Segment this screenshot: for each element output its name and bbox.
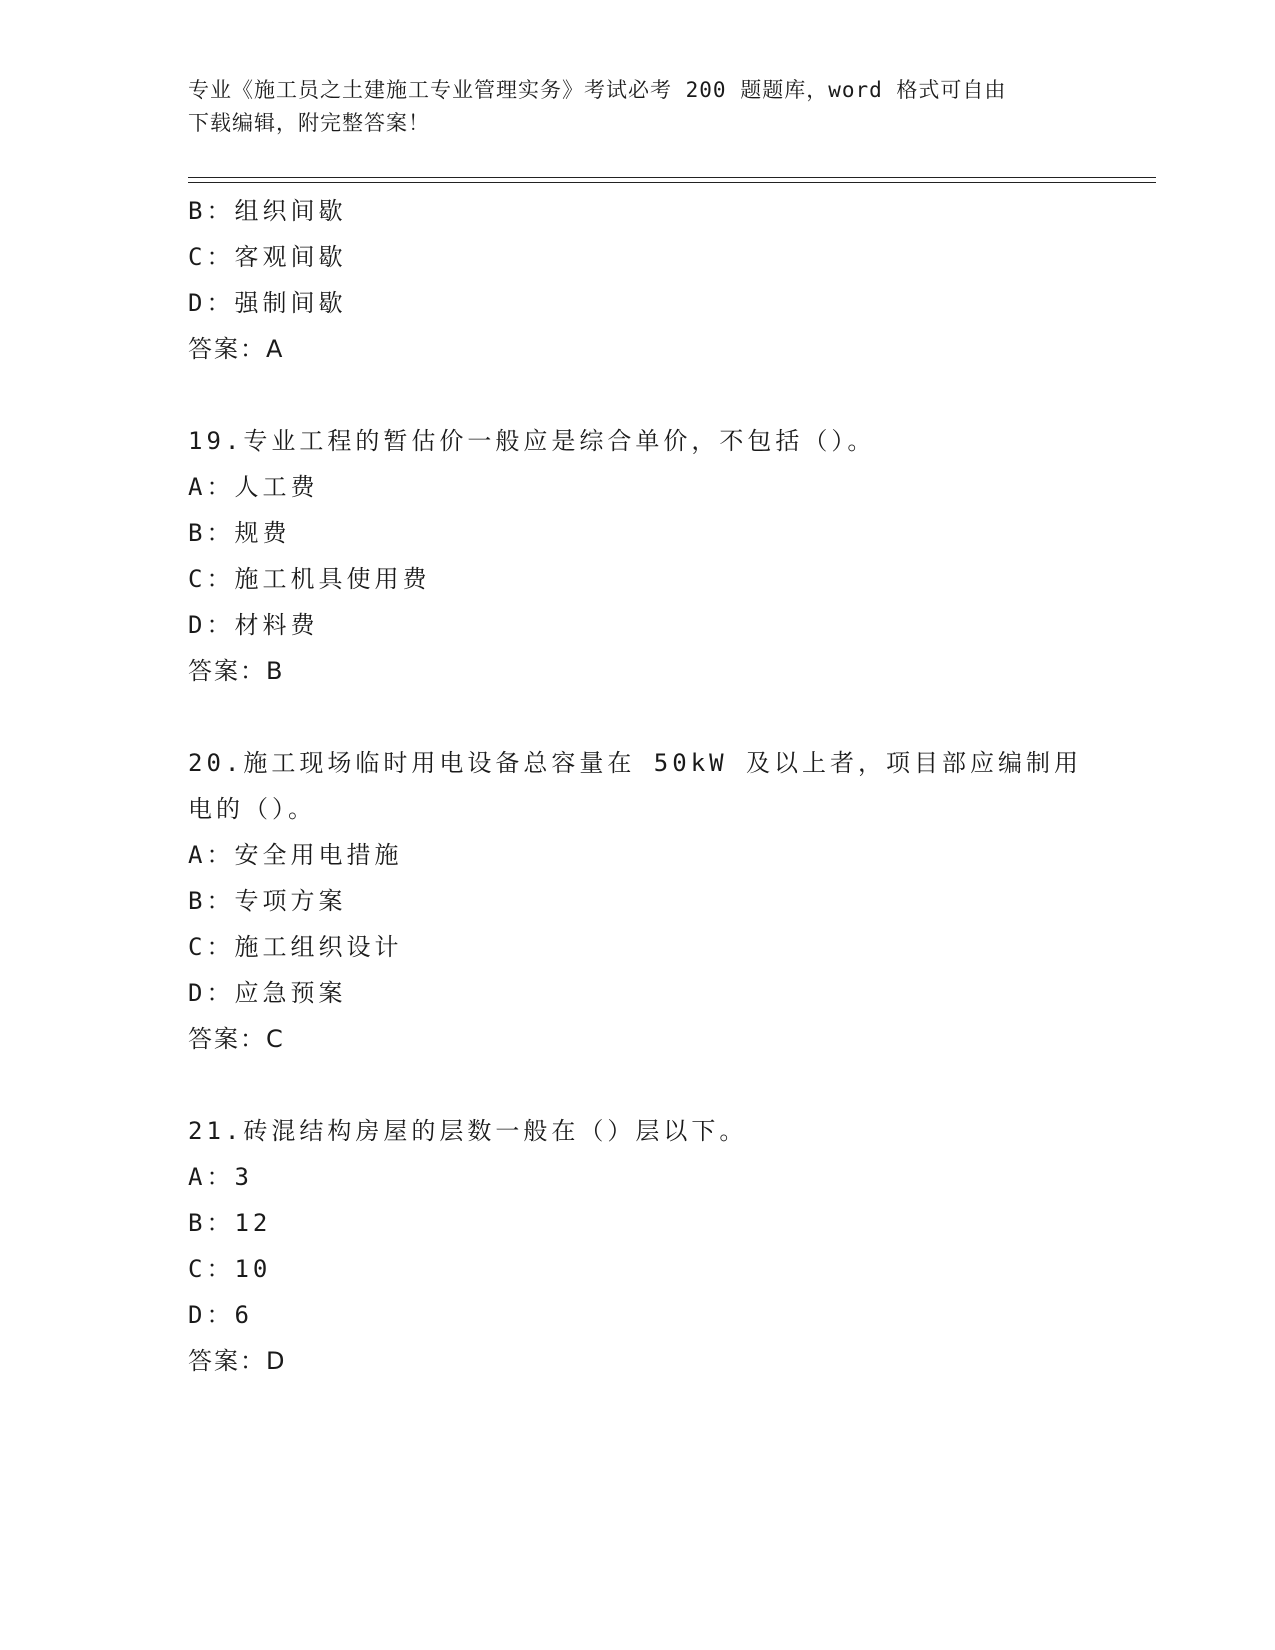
option-c: C：施工组织设计 — [188, 933, 403, 961]
question-19 — [188, 418, 1088, 694]
option-c: C：施工机具使用费 — [188, 565, 431, 593]
answer: 答案：C — [188, 1025, 285, 1053]
option-d: D：材料费 — [188, 611, 319, 639]
answer: 答案：B — [188, 657, 285, 685]
option-d: D：应急预案 — [188, 979, 347, 1007]
question-18-tail — [188, 188, 1088, 372]
question-spacer — [188, 1062, 1088, 1108]
question-list — [188, 188, 1088, 1384]
question-stem-line-1: 20.施工现场临时用电设备总容量在 50kW 及以上者，项目部应编制用 — [188, 749, 1083, 777]
header-divider-bottom — [188, 182, 1156, 183]
document-header — [188, 74, 1068, 140]
header-divider-top — [188, 177, 1156, 178]
question-spacer — [188, 372, 1088, 418]
option-d: D：6 — [188, 1301, 253, 1329]
question-20 — [188, 740, 1088, 1062]
question-21 — [188, 1108, 1088, 1384]
option-b: B：12 — [188, 1209, 272, 1237]
option-b: B：组织间歇 — [188, 197, 347, 225]
question-stem-line-2: 电的（）。 — [188, 795, 316, 823]
question-stem: 19.专业工程的暂估价一般应是综合单价，不包括（）。 — [188, 427, 876, 455]
answer: 答案：A — [188, 335, 285, 363]
header-line-1: 专业《施工员之土建施工专业管理实务》考试必考 200 题题库，word 格式可自由 — [188, 78, 1007, 102]
question-stem: 21.砖混结构房屋的层数一般在（）层以下。 — [188, 1117, 748, 1145]
option-c: C：客观间歇 — [188, 243, 347, 271]
option-a: A：3 — [188, 1163, 253, 1191]
header-line-2: 下载编辑，附完整答案！ — [188, 111, 430, 135]
question-spacer — [188, 694, 1088, 740]
option-a: A：安全用电措施 — [188, 841, 403, 869]
option-c: C：10 — [188, 1255, 272, 1283]
option-a: A：人工费 — [188, 473, 319, 501]
option-b: B：专项方案 — [188, 887, 347, 915]
option-d: D：强制间歇 — [188, 289, 347, 317]
option-b: B：规费 — [188, 519, 291, 547]
answer: 答案：D — [188, 1347, 287, 1375]
